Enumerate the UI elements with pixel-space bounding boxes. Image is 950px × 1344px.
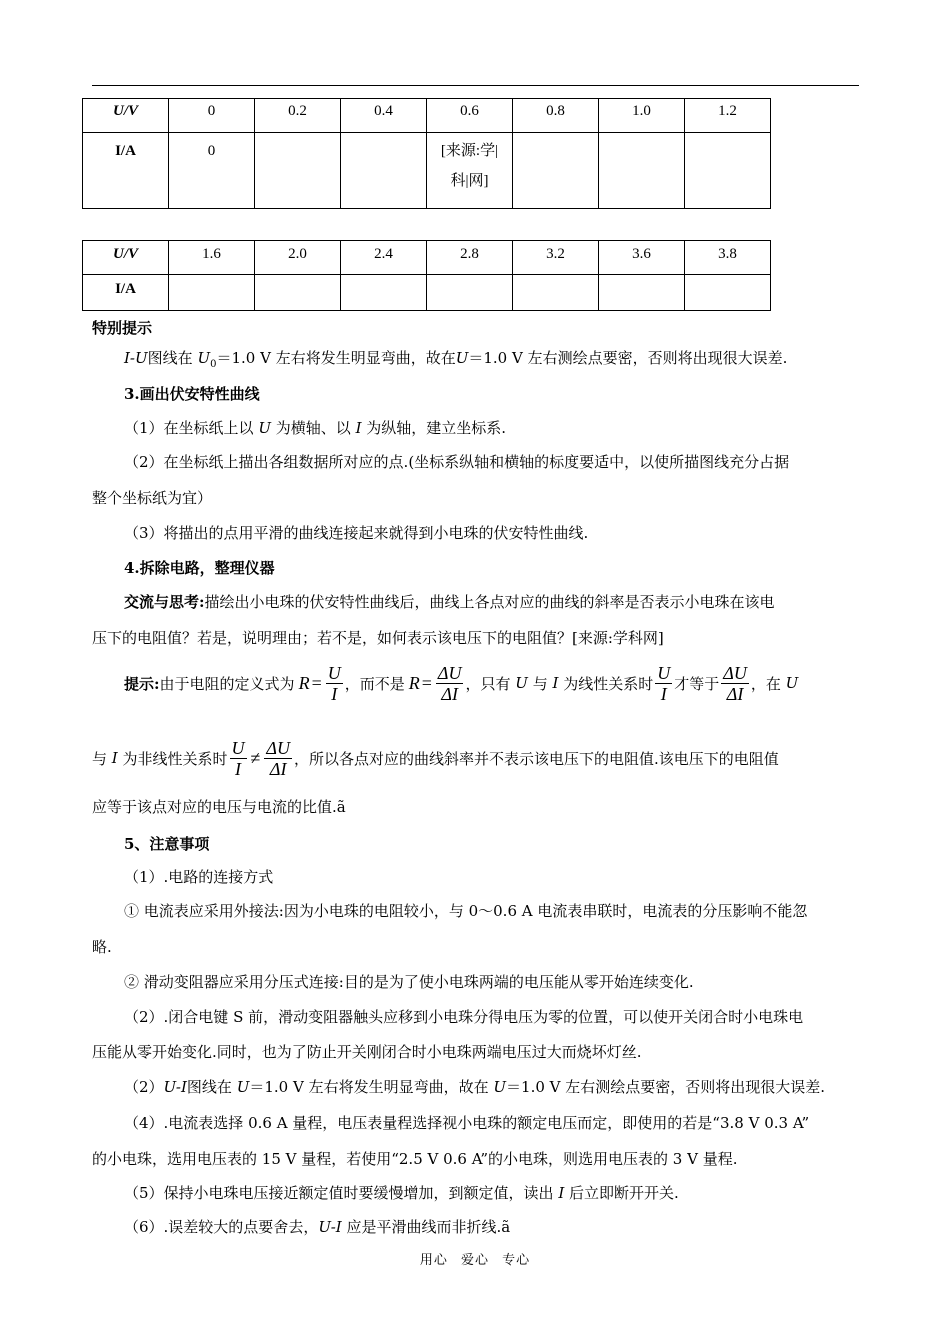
discuss-line1: 交流与思考:描绘出小电珠的伏安特性曲线后，曲线上各点对应的曲线的斜率是否表示小电珠在该电	[124, 593, 775, 611]
page-footer: 用心 爱心 专心	[419, 1253, 531, 1268]
fraction-du-over-di: $\frac{\Delta U}{\Delta I}$	[437, 662, 462, 704]
table-cell: 0.8	[513, 99, 599, 133]
header-rule	[92, 85, 859, 86]
tip-heading: 特别提示	[92, 319, 153, 337]
i-header: I/A	[83, 133, 169, 209]
step5-circle2: ② 滑动变阻器应采用分压式连接:目的是为了使小电珠两端的电压能从零开始连续变化.	[124, 973, 694, 991]
step5-circle1-line1: ① 电流表应采用外接法:因为小电珠的电阻较小，与 0～0.6 A 电流表串联时，电流表的分压影响不能忽	[124, 902, 808, 920]
step5-note-4-line1: （4）.电流表选择 0.6 A 量程，电压表量程选择视小电珠的额定电压而定，即使用的若是“3.8 V 0.3 A”	[124, 1114, 810, 1132]
table-cell: 3.6	[599, 241, 685, 275]
step5-note-3: （2）U-I图线在 U＝1.0 V 左右将发生明显弯曲，故在 U＝1.0 V 左右测绘点要密，否则将出现很大误差.	[124, 1078, 826, 1096]
hint-line1: 提示: 由于电阻的定义式为 R = $\frac{U}{I}$ ，而不是 R = $\frac{\Delta U}{\Delta I}$ ，只有 U 与 I 为线性关系时 $\frac{U}{I}$ 才等于 $\frac{\Delta U}{\Delta I}$ ，在 U	[124, 662, 799, 704]
step5-heading: 5、注意事项	[124, 835, 210, 853]
hint-line2: 与 I 为非线性关系时 $\frac{U}{I}$ ≠ $\frac{\Delta U}{\Delta I}$ ，所以各点对应的曲线斜率并不表示该电压下的电阻值.该电压下的电阻值	[92, 737, 779, 779]
discuss-line2: 压下的电阻值？若是，说明理由；若不是，如何表示该电压下的电阻值？[来源:学科网]	[92, 629, 664, 647]
table-cell: 2.8	[427, 241, 513, 275]
u-header: U/V	[83, 99, 169, 133]
fraction-u-over-i: $\frac{U}{I}$	[327, 662, 341, 704]
fraction-du-over-di: $\frac{\Delta U}{\Delta I}$	[266, 737, 290, 779]
table-cell: 0.6	[427, 99, 513, 133]
table-cell: 3.8	[685, 241, 771, 275]
table-cell	[255, 275, 341, 311]
step3-item-2-line2: 整个坐标纸为宜）	[92, 489, 213, 507]
table-cell	[513, 133, 599, 209]
table-cell	[341, 275, 427, 311]
i-header: I/A	[83, 275, 169, 311]
table-cell	[685, 133, 771, 209]
fraction-u-over-i: $\frac{U}{I}$	[231, 737, 245, 779]
step3-item-1: （1）在坐标纸上以 U 为横轴、以 I 为纵轴，建立坐标系.	[124, 419, 507, 437]
table-cell: 0	[169, 133, 255, 209]
table-cell	[341, 133, 427, 209]
step5-note-4-line2: 的小电珠，选用电压表的 15 V 量程，若使用“2.5 V 0.6 A”的小电珠，则选用电压表的 3 V 量程.	[92, 1150, 738, 1168]
table-cell: [来源:学|科|网]	[427, 133, 513, 209]
step5-circle1-line2: 略.	[92, 938, 112, 956]
table-cell	[685, 275, 771, 311]
u-header: U/V	[83, 241, 169, 275]
table-cell: 2.0	[255, 241, 341, 275]
step5-note-2-line2: 压能从零开始变化.同时，也为了防止开关刚闭合时小电珠两端电压过大而烧坏灯丝.	[92, 1043, 642, 1061]
step5-note-2-line1: （2）.闭合电键 S 前，滑动变阻器触头应移到小电珠分得电压为零的位置，可以使开关闭合时小电珠电	[124, 1008, 804, 1026]
step3-heading: 3.画出伏安特性曲线	[124, 385, 260, 403]
table-cell: 2.4	[341, 241, 427, 275]
fraction-u-over-i: $\frac{U}{I}$	[657, 662, 671, 704]
step3-item-3: （3）将描出的点用平滑的曲线连接起来就得到小电珠的伏安特性曲线.	[124, 524, 589, 542]
step3-item-2-line1: （2）在坐标纸上描出各组数据所对应的点.(坐标系纵轴和横轴的标度要适中，以使所描图线充分占据	[124, 453, 790, 471]
table-cell: 1.6	[169, 241, 255, 275]
data-table-1	[82, 98, 771, 209]
table-cell	[513, 275, 599, 311]
table-cell	[599, 133, 685, 209]
tip-paragraph: I-U图线在 $U_0=1.0$ V 左右将发生明显弯曲，故在U＝1.0 V 左右测绘点要密，否则将出现很大误差.	[124, 349, 788, 370]
hint-line3: 应等于该点对应的电压与电流的比值.ã	[92, 798, 346, 816]
step5-note-6: （6）.误差较大的点要舍去，U-I 应是平滑曲线而非折线.ã	[124, 1218, 511, 1236]
step5-note-5: （5）保持小电珠电压接近额定值时要缓慢增加，到额定值，读出 I 后立即断开开关.	[124, 1184, 679, 1202]
data-table-2	[82, 240, 771, 311]
table-cell: 0.4	[341, 99, 427, 133]
table-cell: 1.0	[599, 99, 685, 133]
table-cell: 0.2	[255, 99, 341, 133]
table-cell: 3.2	[513, 241, 599, 275]
table-cell	[599, 275, 685, 311]
table-cell	[427, 275, 513, 311]
step5-note-1: （1）.电路的连接方式	[124, 868, 274, 886]
fraction-du-over-di: $\frac{\Delta U}{\Delta I}$	[723, 662, 747, 704]
table-cell	[255, 133, 341, 209]
step4-heading: 4.拆除电路，整理仪器	[124, 559, 275, 577]
table-cell	[169, 275, 255, 311]
table-cell: 0	[169, 99, 255, 133]
table-cell: 1.2	[685, 99, 771, 133]
